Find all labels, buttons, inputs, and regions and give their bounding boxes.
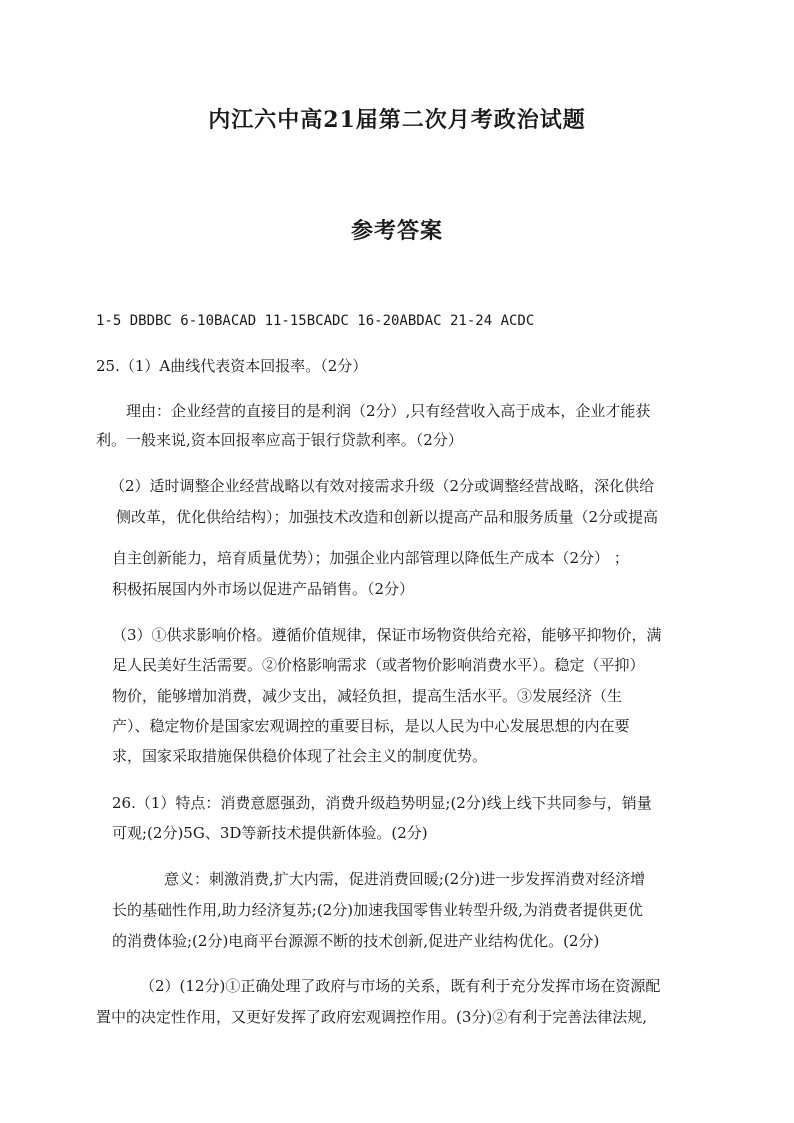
q26-part1-line1: 26.（1）特点：消费意愿强劲，消费升级趋势明显;(2分)线上线下共同参与，销量 [112,794,652,812]
choice-answers: 1-5 DBDBC 6-10BACAD 11-15BCADC 16-20ABDAC 21-24 ACDC [96,313,535,329]
page-title: 内江六中高21届第二次月考政治试题 [208,107,586,133]
q25-part2-line4: 积极拓展国内外市场以促进产品销售。（2分） [112,580,415,598]
q25-part3-line1: （3）①供求影响价格。遵循价值规律，保证市场物资供给充裕，能够平抑物价，满 [112,626,662,644]
q25-part3-line3: 物价，能够增加消费，减少支出，减轻负担，提高生活水平。③发展经济（生 [112,687,623,705]
q26-meaning-line1: 意义：刺激消费,扩大内需，促进消费回暖;(2分)进一步发挥消费对经济增 [164,870,646,888]
q26-meaning-line3: 的消费体验;(2分)电商平台源源不断的技术创新,促进产业结构优化。(2分) [112,932,600,950]
q26-meaning-line2: 长的基础性作用,助力经济复苏;(2分)加速我国零售业转型升级,为消费者提供更优 [112,901,643,919]
q25-reason-line1: 理由：企业经营的直接目的是利润（2分）,只有经营收入高于成本，企业才能获 [126,402,651,420]
q25-part3-line5: 求，国家采取措施保供稳价体现了社会主义的制度优势。 [112,747,488,765]
q25-reason-line2: 利。一般来说,资本回报率应高于银行贷款利率。（2分） [96,431,463,449]
q26-part2-line2: 置中的决定性作用，又更好发挥了政府宏观调控作用。(3分)②有利于完善法律法规, [96,1008,648,1026]
q26-part1-line2: 可观;(2分)5G、3D等新技术提供新体验。(2分) [112,824,428,842]
q26-part2-line1: （2）(12分)①正确处理了政府与市场的关系，既有利于充分发挥市场在资源配 [140,977,661,995]
q25-part1: 25.（1）A曲线代表资本回报率。（2分） [96,357,368,375]
q25-part2-line3: 自主创新能力，培育质量优势）；加强企业内部管理以降低生产成本（2分） ； [112,549,629,567]
q25-part3-line2: 足人民美好生活需要。②价格影响需求（或者物价影响消费水平）。稳定（平抑） [112,656,645,674]
q25-part2-line1: （2）适时调整企业经营战略以有效对接需求升级（2分或调整经营战略，深化供给 [110,477,655,495]
q25-part3-line4: 产）、稳定物价是国家宏观调控的重要目标，是以人民为中心发展思想的内在要 [112,717,630,735]
page-subtitle: 参考答案 [350,218,443,244]
q25-part2-line2: 侧改革，优化供给结构）；加强技术改造和创新以提高产品和服务质量（2分或提高 [116,508,659,526]
